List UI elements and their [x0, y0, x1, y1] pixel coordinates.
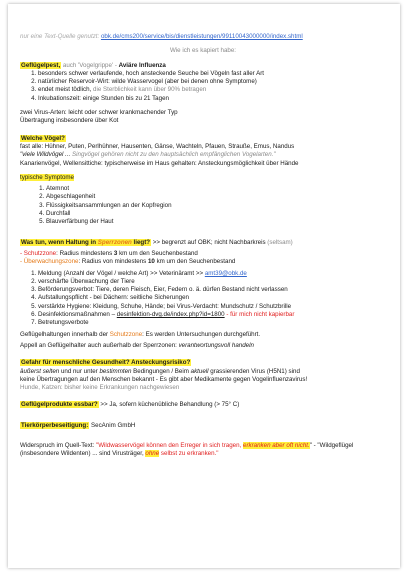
email-link[interactable]: amt39@obk.de — [204, 269, 247, 277]
uberwachungszone-line: - Überwachungszone: Radius von mindestens 10 km um den Seuchenbestand — [20, 258, 236, 266]
list-item: 4. Durchfall — [46, 210, 386, 218]
list-item: 3. endet meist tödlich, die Sterblichkeit kann über 90% betragen — [38, 86, 386, 94]
list-item: 2. verschärfte Überwachung der Tiere — [38, 278, 386, 286]
list-item: 5. verstärkte Hygiene: Kleidung, Schuhe, Hände; bei Virus-Verdacht: Mundschutz / Schutzbrille — [38, 303, 386, 311]
list-item: 5. Blauverfärbung der Haut — [46, 218, 386, 226]
section-vogel-heading — [20, 135, 386, 143]
list-item: 3. Beförderungsverbot: Tiere, deren Fleisch, Eier, Federn o. ä. dürfen Bestand nicht verlassen — [38, 286, 386, 294]
transmission: Übertragung insbesondere über Kot — [20, 117, 119, 125]
subtitle: Wie ich es kapiert habe: — [169, 47, 237, 55]
symptome-heading: typische Symptome — [20, 173, 74, 181]
section-symptome-heading — [20, 174, 386, 182]
section-tierkorper: Tierkörperbeseitigung: SecAnim GmbH — [21, 421, 136, 429]
essbar-heading: Geflügelprodukte essbar? — [21, 401, 98, 409]
virus-types: zwei Virus-Arten: leicht oder schwer krankmachender Typ — [20, 109, 178, 117]
appell-note: Appell an Geflügelhalter auch außerhalb der Sperrzonen: verantwortungsvoll handeln — [20, 341, 254, 349]
symptome-list — [20, 185, 386, 226]
geflugelpest-list — [20, 70, 386, 103]
schutzzone-note: Geflügelhaltungen innerhalb der Schutzzone: Es werden Untersuchungen durchgeführt. — [20, 330, 261, 338]
section-widerspruch: Widerspruch im Quell-Text: "Wildwasservögel können den Erreger in sich tragen, erkranken aber oft nicht." - "Wildgeflügel (insbesondere Wildenten) ... sind Virusträger, ohne selbst zu erkranken." — [20, 441, 354, 458]
section-geflugelpest-heading — [20, 62, 386, 70]
schutzzone-line: - Schutzzone: Radius mindestens 3 km um den Seuchenbestand — [20, 249, 198, 257]
desinfektion-link[interactable]: desinfektion-dvg.de/index.php?id=1800 — [116, 311, 225, 319]
gefahr-line2: keine Übertragungen auf den Menschen bekannt - Es gibt aber Medikamente gegen Vogelinfluenzavirus! — [20, 375, 308, 383]
geflugelpest-suffix-gray: auch 'Vogelgrippe' - — [61, 61, 119, 69]
list-item: 1. besonders schwer verlaufende, hoch ansteckende Seuche bei Vögeln fast aller Art — [38, 70, 386, 78]
list-item: 4. Aufstallungspflicht - bei Dächern: seitliche Sicherungen — [38, 294, 386, 302]
list-item: 7. Betretungsverbote — [38, 319, 386, 327]
section-gefahr-heading — [20, 359, 386, 367]
section-essbar: Geflügelprodukte essbar? >> Ja, sofern küchenübliche Behandlung (> 75° C) — [21, 401, 240, 409]
list-item: 1. Atemnot — [46, 185, 386, 193]
list-item: 2. natürlicher Reservoir-Wirt: wilde Wasservogel (aber bei denen ohne Symptome) — [38, 78, 386, 86]
sperrzonen-list — [20, 270, 386, 328]
source-line — [20, 33, 386, 41]
source-link[interactable]: obk.de/cms200/service/bis/dienstleistungen/99110043000000/index.shtml — [100, 33, 303, 40]
document-page — [8, 4, 400, 568]
gefahr-line3: Hunde, Katzen: bisher keine Erkrankungen nachgewiesen — [20, 384, 180, 392]
vogel-line1: fast alle: Hühner, Puten, Perlhühner, Hausenten, Gänse, Wachteln, Pfauen, Strauße, Emus, Nandus — [20, 142, 295, 150]
geflugelpest-suffix: Aviäre Influenza — [118, 61, 166, 69]
tierkorper-heading: Tierkörperbeseitigung: — [21, 421, 89, 429]
section-sperrzonen-heading: Was tun, wenn Haltung in Sperrzonen liegt? >> begrenzt auf OBK; nicht Nachbarkreis (seltsam) — [21, 238, 293, 246]
gefahr-heading: Gefahr für menschliche Gesundheit? Ansteckungsrisiko? — [21, 359, 191, 367]
list-item: 4. Inkubationszeit: einige Stunden bis zu 21 Tagen — [38, 95, 386, 103]
source-prefix: nur eine Text-Quelle genutzt: — [20, 33, 101, 40]
list-item: 2. Abgeschlagenheit — [46, 193, 386, 201]
list-item: 1. Meldung (Anzahl der Vögel / welche Art) >> Veterinäramt >> amt39@obk.de — [38, 270, 386, 278]
list-item: 3. Flüssigkeitsansammlungen an der Kopfregion — [46, 202, 386, 210]
vogel-line3: Kanarienvögel, Wellensittiche: typischerweise im Haus gehalten: Ansteckungsmöglichkeit über Hände — [20, 159, 299, 167]
list-item: 6. Desinfektionsmaßnahmen – desinfektion-dvg.de/index.php?id=1800 - für mich nicht kapierbar — [38, 311, 386, 319]
gefahr-line1: äußerst selten und nur unter bestimmten Bedingungen / Beim aktuell grassierenden Virus (H5N1) sind — [20, 367, 300, 375]
geflugelpest-heading: Geflügelpest, — [21, 61, 61, 69]
vogel-line2: "viele Wildvögel ... Singvögel gehören nicht zu den hauptsächlich empfänglichen Vogelarten." — [20, 151, 276, 159]
vogel-heading: Welche Vögel? — [21, 134, 65, 142]
sperrzonen-heading: Was tun, wenn Haltung in Sperrzonen liegt? — [21, 238, 151, 246]
